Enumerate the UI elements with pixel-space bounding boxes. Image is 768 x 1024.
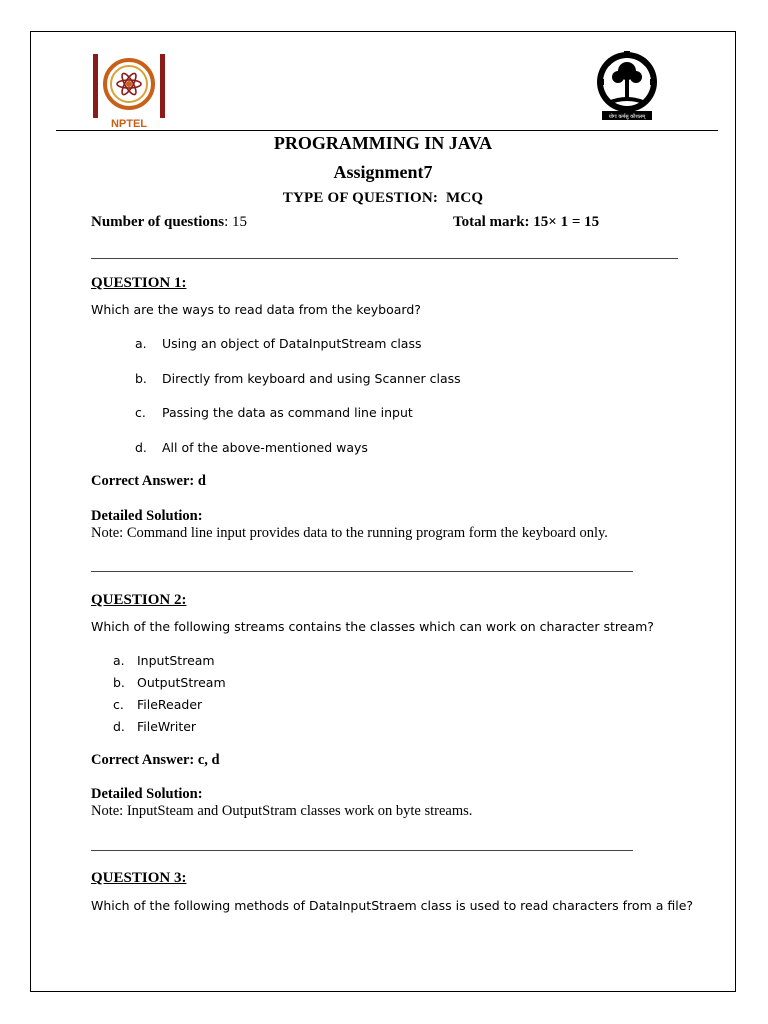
question-2-solution-note: Note: InputSteam and OutputStram classes work on byte streams.	[91, 803, 473, 819]
question-2-solution-heading: Detailed Solution:	[91, 786, 203, 802]
question-2-option-a: a. InputStream	[113, 653, 215, 668]
divider	[91, 571, 633, 572]
question-3-text: Which of the following methods of DataInputStraem class is used to read characters from a file?	[91, 898, 694, 913]
question-2-option-b: b. OutputStream	[113, 675, 226, 690]
question-1-solution-heading: Detailed Solution:	[91, 508, 203, 524]
question-2-option-c: c. FileReader	[113, 697, 203, 712]
svg-text:NPTEL: NPTEL	[110, 118, 148, 130]
question-1-option-c: c. Passing the data as command line input	[135, 405, 413, 420]
document-page	[30, 31, 736, 992]
divider	[91, 258, 678, 259]
number-of-questions-value: : 15	[224, 214, 247, 230]
number-of-questions-label: Number of questions	[91, 214, 225, 230]
question-2-heading: QUESTION 2:	[91, 592, 187, 608]
question-3-heading: QUESTION 3:	[91, 870, 187, 886]
question-1-text: Which are the ways to read data from the keyboard?	[91, 302, 421, 317]
question-2-text: Which of the following streams contains the classes which can work on character stream?	[91, 619, 654, 634]
assignment-title: Assignment7	[333, 162, 433, 182]
institute-emblem-logo	[594, 49, 660, 123]
svg-text:योगः कर्मसु कौशलम्: योगः कर्मसु कौशलम्	[608, 114, 646, 120]
question-1-option-b: b. Directly from keyboard and using Scanner class	[135, 371, 461, 386]
question-1-heading: QUESTION 1:	[91, 275, 187, 291]
question-type: TYPE OF QUESTION: MCQ	[282, 190, 484, 206]
header-rule	[56, 130, 718, 131]
question-1-option-a: a. Using an object of DataInputStream class	[135, 336, 422, 351]
number-of-questions	[91, 214, 247, 231]
nptel-logo	[91, 52, 167, 130]
total-mark: Total mark: 15× 1 = 15	[453, 214, 600, 230]
question-1-correct-answer: Correct Answer: d	[91, 473, 206, 489]
page-title: PROGRAMMING IN JAVA	[273, 133, 493, 153]
divider	[91, 850, 633, 851]
question-2-correct-answer: Correct Answer: c, d	[91, 752, 220, 768]
question-1-solution-note: Note: Command line input provides data to the running program form the keyboard only.	[91, 525, 608, 541]
question-2-option-d: d. FileWriter	[113, 719, 197, 734]
question-1-option-d: d. All of the above-mentioned ways	[135, 440, 368, 455]
